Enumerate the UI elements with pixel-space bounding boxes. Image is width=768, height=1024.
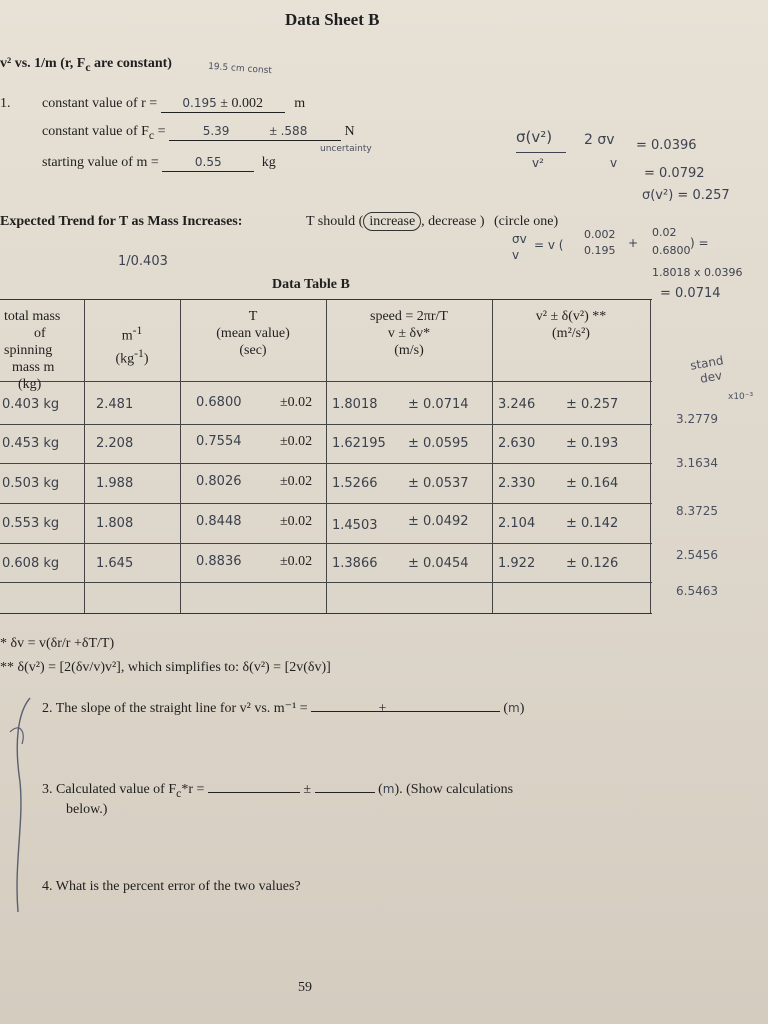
fc-row: constant value of $F_c = 5.39 \pm .588$ N <box>42 124 355 142</box>
sidework-l4-left: σv <box>512 232 527 246</box>
sidework-l4-mid: = v ( <box>534 238 564 252</box>
header-speed: speed = 2πr/T v ± δv* (m/s) <box>370 309 448 358</box>
sidework-l4-a: 0.002 <box>584 228 616 241</box>
sidework-l4-den-c: 0.6800 <box>652 244 691 257</box>
stdev-value: 3.1634 <box>676 456 718 470</box>
m-blank: 0.55 <box>162 155 254 172</box>
sidework-l1-right: = 0.0396 <box>636 138 697 153</box>
table-title: Data Table B <box>272 277 350 292</box>
sidework-l2: = 0.0792 <box>644 166 705 181</box>
const-note: 19.5 cm const <box>207 61 273 77</box>
stdev-value: 8.3725 <box>676 504 718 518</box>
m-row: starting value of m = 0.55 kg <box>42 155 276 170</box>
trend-choice: T should ( increase , decrease ) (circle one) <box>306 214 559 229</box>
r-blank: 0.195 ± 0.002 <box>161 96 285 113</box>
q2-slope-blank[interactable] <box>311 711 461 712</box>
r-row: constant value of r = 0.195 ± 0.002 m <box>42 96 306 111</box>
page-title: Data Sheet B <box>285 10 380 29</box>
side-label-exp: x10⁻³ <box>728 392 754 402</box>
sidework-l5: 1.8018 x 0.0396 <box>652 266 743 279</box>
footnote-dv2: ** δ(v²) = [2(δv/v)v²], which simplifies to: δ(v²) = [2v(δv)] <box>0 660 331 675</box>
header-v2: v² ± δ(v²) ** (m²/s²) <box>535 309 607 341</box>
question-3: 3. Calculated value of $F_c*r$ = ± (m). (Show calculations <box>42 782 514 800</box>
sidework-l1-mid: 2 σv <box>584 132 615 148</box>
question-4: 4. What is the percent error of the two values? <box>42 879 301 894</box>
stdev-value: 6.5463 <box>676 584 718 598</box>
trend-hand-note: 1/0.403 <box>118 254 168 269</box>
sidework-l4-end: ) = <box>690 236 709 250</box>
circled-increase: increase <box>363 212 421 231</box>
header-mass: total mass of spinning mass m (kg) <box>4 309 61 392</box>
sidework-l1-left: σ(v²) <box>516 128 553 146</box>
header-period: T (mean value) (sec) <box>216 309 290 358</box>
sidework-l4-c: 0.02 <box>652 226 677 239</box>
fc-blank: 5.39 ± .588 <box>169 124 341 141</box>
q3-value-blank[interactable] <box>208 792 300 793</box>
trend-label: Expected Trend for T as Mass Increases: <box>0 214 243 229</box>
page-number: 59 <box>298 980 312 995</box>
question-3-line2: below.) <box>66 802 108 817</box>
header-minv: $m^{-1}$ $(kg^{-1})$ <box>115 324 149 367</box>
q3-uncertainty-blank[interactable] <box>315 792 375 793</box>
pencil-bracket <box>0 692 40 922</box>
side-label-stand: stand <box>689 353 725 373</box>
stdev-value: 2.5456 <box>676 548 718 562</box>
data-table: total mass of spinning mass m (kg) $m^{-1}$ $(kg^{-1})$ T (mean value) (sec) speed = 2πr/T v ± δv* (m/s) v² ± δ(v²) ** (m²/s²) 0.403 kg 2.481 0.6800 ±0.02 1.8018 ± 0.0714 3.246 ± 0.257 0.453 kg 2.208 0.7554 ±0.02 1.62195 ± 0.0595 2.630 ± 0.193 0.503 kg 1.988 0.8026 ±0.02 1.5266 ± 0.0537 2.330 ± 0.164 0.553 kg 1.808 0.8448 ±0.02 1.4503 ± 0.0492 2.104 ± 0.142 0.608 kg 1.645 0.8836 ±0.02 1.3866 ± 0.0454 1.922 ± 0.126 <box>0 299 652 614</box>
section-heading: v² vs. 1/m (r, $F_c$ are constant) <box>0 56 172 74</box>
uncertainty-note: uncertainty <box>320 144 372 154</box>
sidework-l4-den-a: 0.195 <box>584 244 616 257</box>
sidework-l3: σ(v²) = 0.257 <box>642 188 730 203</box>
footnote-dv: * δv = v(δr/r +δT/T) <box>0 636 115 651</box>
sidework-l4-b: + <box>628 236 639 250</box>
sidework-l1-den-mid: v <box>610 156 618 170</box>
sidework-l4-den-left: v <box>512 248 520 262</box>
question-2: 2. The slope of the straight line for v² vs. m⁻¹ = ± (m) <box>42 701 525 716</box>
fraction-bar-1 <box>516 152 566 153</box>
side-label-dev: dev <box>698 368 724 386</box>
sidework-l1-den: v² <box>532 156 544 170</box>
item1-number: 1. <box>0 96 11 111</box>
sidework-l6: = 0.0714 <box>660 286 721 301</box>
stdev-value: 3.2779 <box>676 412 718 426</box>
q2-uncertainty-blank[interactable] <box>440 711 500 712</box>
